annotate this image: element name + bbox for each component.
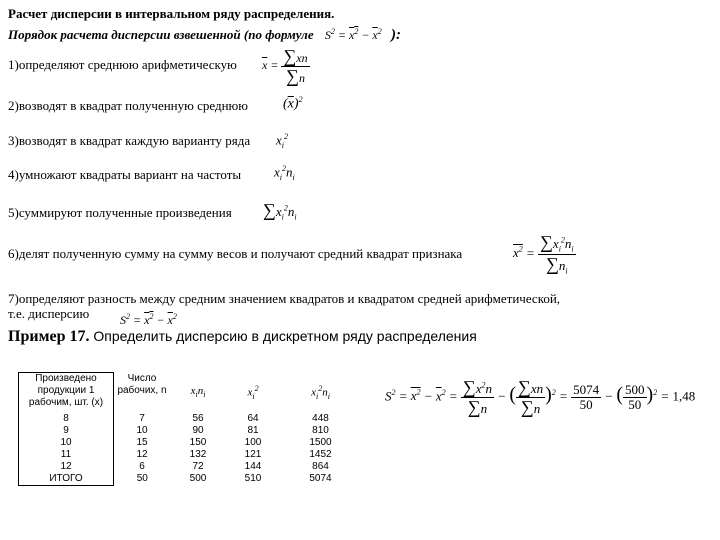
variance-formula-small: $S^2 = x^2 - \overline{x}^2$ bbox=[120, 312, 177, 327]
cell: 144 bbox=[244, 461, 262, 472]
cell: 50 bbox=[136, 473, 148, 485]
step-6: 6)делят полученную сумму на сумму весов и получают средний квадрат признака bbox=[8, 246, 463, 261]
cell: 1452 bbox=[309, 449, 332, 460]
cell: 150 bbox=[189, 437, 207, 448]
cell: 510 bbox=[244, 473, 262, 485]
step-1: 1)определяют среднюю арифметическую bbox=[8, 57, 237, 72]
procedure-heading-text: Порядок расчета дисперсии взвешенной (по формуле bbox=[8, 27, 314, 42]
header-xi-ni: $x_in_i$ bbox=[190, 384, 206, 399]
table-row bbox=[19, 413, 361, 425]
result-formula: $S^2 = x^2 - \overline{x}^2$ = $\frac{\sum x^2n}{\sum n}$ − ( $\frac{\sum xn}{\sum n}$ )$^2$ = $\frac{5074}{50}$ − ( $\frac{500}{50}$ )$^2$ = 1,48 bbox=[385, 377, 696, 417]
step-2: 2)возводят в квадрат полученную среднюю bbox=[8, 98, 248, 113]
table-row bbox=[19, 449, 361, 461]
table-total-row bbox=[19, 473, 361, 486]
header-xi2: $x_i^2$ bbox=[247, 383, 259, 401]
step-7-continued: т.е. дисперсию bbox=[8, 306, 90, 321]
mean-square-formula: $x^2$ = $\frac{\sum x_i^2n_i}{\sum n_i}$ bbox=[513, 232, 574, 276]
result-mean-denominator: 50 bbox=[628, 396, 642, 412]
mean-squared-formula: $(\overline{x})^2$ bbox=[283, 95, 303, 112]
header-workers: Число рабочих, n bbox=[117, 372, 167, 396]
cell: 7 bbox=[139, 413, 145, 424]
cell: 6 bbox=[139, 461, 145, 472]
cell: 56 bbox=[192, 413, 204, 424]
sum-product-formula: $\sum x_i^2n_i$ bbox=[263, 200, 297, 222]
step-4: 4)умножают квадраты вариант на частоты bbox=[8, 167, 242, 182]
mean-formula: $\overline{x}$ = $\frac{\sum xn}{\sum n}$ bbox=[262, 46, 308, 86]
result-mean-numerator: 500 bbox=[625, 382, 645, 398]
table-row bbox=[19, 425, 361, 437]
cell: 100 bbox=[244, 437, 262, 448]
cell: 5074 bbox=[309, 473, 332, 485]
xi-squared-formula: $x_i^2$ bbox=[276, 132, 289, 150]
result-denominator: 50 bbox=[579, 396, 593, 412]
cell: 121 bbox=[244, 449, 262, 460]
cell: 10 bbox=[136, 425, 148, 436]
header-xi2-ni: $x_i^2n_i$ bbox=[311, 383, 330, 401]
cell: 132 bbox=[189, 449, 207, 460]
cell: 11 bbox=[19, 449, 114, 461]
variance-formula: $S^2 = x^2 - \overline{x}^2$ bbox=[324, 27, 382, 42]
header-output: Произведено продукции 1 рабочим, шт. (x) bbox=[19, 373, 114, 414]
step-5: 5)суммируют полученные произведения bbox=[8, 205, 232, 220]
distribution-table bbox=[18, 372, 361, 486]
procedure-heading bbox=[8, 27, 401, 44]
example-lead: Пример 17. bbox=[8, 328, 90, 345]
cell: 15 bbox=[136, 437, 148, 448]
result-numerator: 5074 bbox=[573, 382, 600, 398]
procedure-heading-close: ): bbox=[391, 27, 401, 43]
table-row bbox=[19, 437, 361, 449]
cell: 12 bbox=[136, 449, 148, 460]
cell: 8 bbox=[19, 413, 114, 425]
table-row bbox=[19, 461, 361, 473]
cell: ИТОГО bbox=[19, 473, 114, 486]
cell: 90 bbox=[192, 425, 204, 436]
page-title: Расчет дисперсии в интервальном ряду распределения. bbox=[8, 6, 335, 21]
result-value: 1,48 bbox=[672, 388, 696, 404]
xi2-ni-formula: $x_i^2n_i$ bbox=[274, 164, 295, 182]
cell: 9 bbox=[19, 425, 114, 437]
cell: 10 bbox=[19, 437, 114, 449]
example-heading bbox=[8, 328, 477, 346]
cell: 81 bbox=[247, 425, 259, 436]
step-7: 7)определяют разность между средним значением квадратов и квадратом средней арифметической, bbox=[8, 291, 561, 306]
example-text: Определить дисперсию в дискретном ряду распределения bbox=[89, 328, 477, 344]
cell: 72 bbox=[192, 461, 204, 472]
table-header-row bbox=[19, 373, 361, 414]
cell: 500 bbox=[189, 473, 207, 485]
cell: 1500 bbox=[309, 437, 332, 448]
step-3: 3)возводят в квадрат каждую варианту ряда bbox=[8, 133, 251, 148]
cell: 64 bbox=[247, 413, 259, 424]
cell: 810 bbox=[312, 425, 329, 436]
cell: 448 bbox=[312, 413, 329, 424]
cell: 12 bbox=[19, 461, 114, 473]
cell: 864 bbox=[312, 461, 329, 472]
